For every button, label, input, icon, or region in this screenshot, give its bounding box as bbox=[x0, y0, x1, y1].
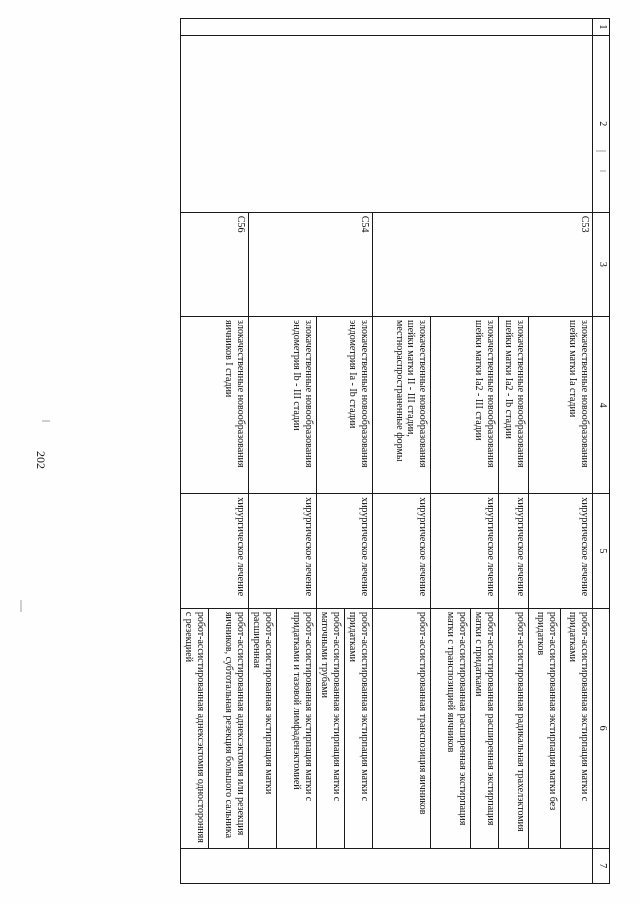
method: робот-ассистированная экстирпация матки с придатками bbox=[345, 608, 373, 848]
column-number: 6 bbox=[593, 608, 610, 848]
method: робот-ассистированная аднексэктомия или резекция яичников, субтотальная резекция большого сальника bbox=[209, 608, 249, 848]
column-number-row bbox=[593, 19, 610, 884]
column-number: 2 bbox=[593, 35, 610, 212]
method: робот-ассистированная расширенная экстирпация матки с транспозицией яичников bbox=[431, 608, 471, 848]
treatment-type: хирургическое лечение bbox=[431, 494, 499, 609]
diagnosis: злокачественные новообразования шейки матки Ia2 - III стадии bbox=[431, 317, 499, 494]
index-cell bbox=[181, 19, 593, 36]
diagnosis: злокачественные новообразования шейки матки II - III стадии, местнораспространенные формы bbox=[373, 317, 431, 494]
icd-code: C56 bbox=[181, 212, 249, 316]
method: робот-ассистированная экстирпация матки с придатками bbox=[561, 608, 593, 848]
treatment-type: хирургическое лечение bbox=[529, 494, 593, 609]
page-number: 202 bbox=[34, 451, 48, 469]
diagnosis: злокачественные новообразования эндометрия Ib - III стадии bbox=[249, 317, 317, 494]
diagnosis: злокачественные новообразования шейки матки Ia стадии bbox=[529, 317, 593, 494]
method: робот-ассистированная радикальная трахелэктомия bbox=[499, 608, 529, 848]
icd-code: C53 bbox=[373, 212, 593, 316]
diagnosis: злокачественные новообразования яичников I стадии bbox=[181, 317, 249, 494]
treatment-type: хирургическое лечение bbox=[181, 494, 249, 609]
treatment-type: хирургическое лечение bbox=[373, 494, 431, 609]
blank-cell bbox=[181, 848, 593, 884]
group-cell bbox=[181, 35, 593, 212]
column-number: 5 bbox=[593, 494, 610, 609]
table-row bbox=[561, 19, 593, 884]
method: робот-ассистированная транспозиция яичников bbox=[373, 608, 431, 848]
column-number: 1 bbox=[593, 19, 610, 36]
column-number: 3 bbox=[593, 212, 610, 316]
column-number: 4 bbox=[593, 317, 610, 494]
method: робот-ассистированная аднексэктомия односторонняя с резекцией bbox=[181, 608, 209, 848]
treatment-type: хирургическое лечение bbox=[317, 494, 373, 609]
method: робот-ассистированная экстирпация матки расширенная bbox=[249, 608, 277, 848]
method: робот-ассистированная экстирпация матки с придатками и тазовой лимфаденэктомией bbox=[277, 608, 317, 848]
treatment-type: хирургическое лечение bbox=[499, 494, 529, 609]
column-number: 7 bbox=[593, 848, 610, 884]
medical-procedures-table bbox=[180, 18, 610, 884]
diagnosis: злокачественные новообразования шейки матки Ia2 - Ib стадии bbox=[499, 317, 529, 494]
method: робот-ассистированная экстирпация матки без придатков bbox=[529, 608, 561, 848]
icd-code: C54 bbox=[249, 212, 373, 316]
method: робот-ассистированная экстирпация матки с маточными трубами bbox=[317, 608, 345, 848]
method: робот-ассистированная расширенная экстирпация матки с придатками bbox=[471, 608, 499, 848]
diagnosis: злокачественные новообразования эндометрия Ia - Ib стадии bbox=[317, 317, 373, 494]
treatment-type: хирургическое лечение bbox=[249, 494, 317, 609]
